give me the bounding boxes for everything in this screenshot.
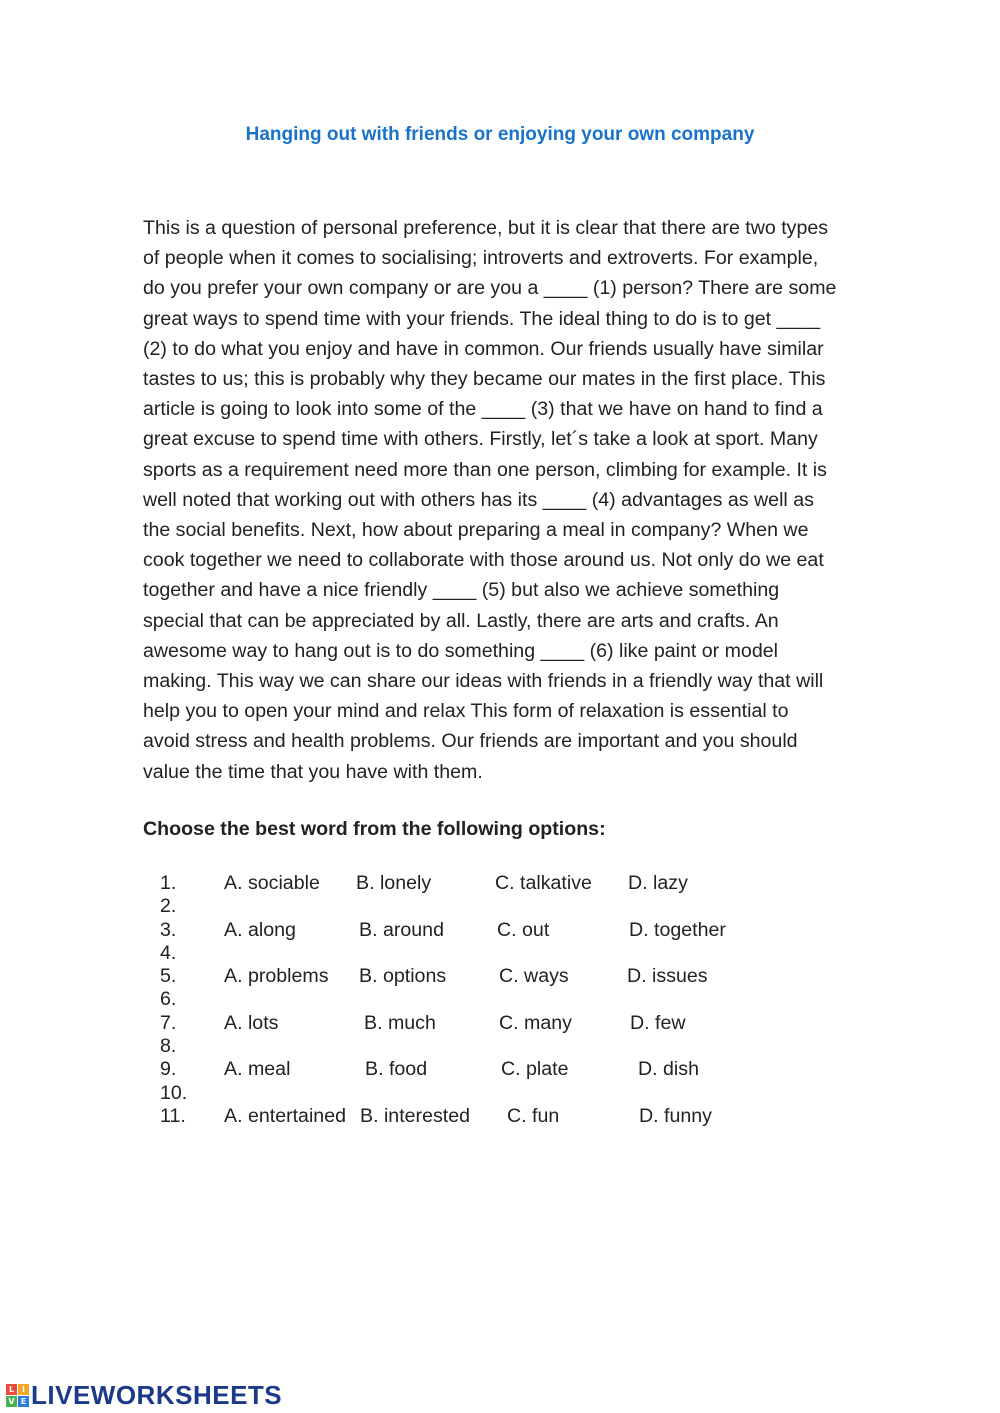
option-number: 5. xyxy=(160,965,177,988)
passage-line: avoid stress and health problems. Our friends are important and you should xyxy=(143,730,798,753)
option-c[interactable]: C. fun xyxy=(507,1104,560,1127)
passage-line: well noted that working out with others has its ____ (4) advantages as well as xyxy=(143,488,814,511)
option-a[interactable]: A. meal xyxy=(224,1058,291,1081)
option-number: 7. xyxy=(160,1011,177,1034)
option-row xyxy=(160,1035,800,1058)
option-row xyxy=(160,919,800,942)
passage-line: do you prefer your own company or are you a ____ (1) person? There are some xyxy=(143,277,837,300)
passage-line: the social benefits. Next, how about preparing a meal in company? When we xyxy=(143,519,809,542)
logo-tile: V xyxy=(6,1396,17,1407)
option-b[interactable]: B. options xyxy=(359,965,447,988)
option-row xyxy=(160,965,800,988)
option-d[interactable]: D. together xyxy=(629,918,726,941)
option-b[interactable]: B. food xyxy=(365,1058,428,1081)
option-b[interactable]: B. lonely xyxy=(356,872,432,894)
option-row xyxy=(160,1105,800,1128)
option-a[interactable]: A. sociable xyxy=(224,872,320,894)
option-c[interactable]: C. many xyxy=(499,1011,572,1034)
option-b[interactable]: B. interested xyxy=(360,1104,471,1127)
option-b[interactable]: B. around xyxy=(359,918,444,941)
logo-tile: E xyxy=(18,1396,29,1407)
option-number: 8. xyxy=(160,1035,177,1058)
option-a[interactable]: A. lots xyxy=(224,1011,279,1034)
logo-tile: L xyxy=(6,1384,17,1395)
option-number: 10. xyxy=(160,1081,188,1104)
options-instruction: Choose the best word from the following options: xyxy=(143,818,606,840)
option-d[interactable]: D. issues xyxy=(627,965,708,988)
option-d[interactable]: D. few xyxy=(630,1011,686,1034)
option-row xyxy=(160,1012,800,1035)
option-a[interactable]: A. entertained xyxy=(224,1104,347,1127)
options-list xyxy=(160,872,800,1128)
passage-line: great ways to spend time with your friends. The ideal thing to do is to get ____ xyxy=(143,307,821,330)
passage-line: (2) to do what you enjoy and have in common. Our friends usually have similar xyxy=(143,337,824,360)
passage-line: awesome way to hang out is to do something ____ (6) like paint or model xyxy=(143,639,778,662)
option-row xyxy=(160,942,800,965)
passage-line: This is a question of personal preference, but it is clear that there are two types xyxy=(143,217,829,239)
option-c[interactable]: C. ways xyxy=(499,965,569,988)
option-a[interactable]: A. along xyxy=(224,918,296,941)
passage-line: help you to open your mind and relax This form of relaxation is essential to xyxy=(143,700,789,723)
logo-icon xyxy=(6,1384,29,1407)
option-c[interactable]: C. talkative xyxy=(495,872,592,894)
liveworksheets-logo[interactable] xyxy=(6,1381,282,1409)
option-b[interactable]: B. much xyxy=(364,1011,436,1034)
reading-passage xyxy=(143,213,863,787)
option-row xyxy=(160,895,800,918)
option-d[interactable]: D. funny xyxy=(639,1104,712,1127)
option-number: 1. xyxy=(160,872,177,894)
option-c[interactable]: C. plate xyxy=(501,1058,569,1081)
option-number: 4. xyxy=(160,941,177,964)
passage-line: value the time that you have with them. xyxy=(143,760,483,783)
option-number: 6. xyxy=(160,988,177,1011)
option-row xyxy=(160,988,800,1011)
option-number: 3. xyxy=(160,918,177,941)
option-d[interactable]: D. lazy xyxy=(628,872,688,894)
option-row xyxy=(160,872,800,895)
passage-line: special that can be appreciated by all. Lastly, there are arts and crafts. An xyxy=(143,609,779,632)
passage-line: tastes to us; this is probably why they became our mates in the first place. This xyxy=(143,368,826,391)
passage-line: making. This way we can share our ideas with friends in a friendly way that will xyxy=(143,670,824,693)
passage-line: sports as a requirement need more than one person, climbing for example. It is xyxy=(143,458,827,481)
passage-line: of people when it comes to socialising; introverts and extroverts. For example, xyxy=(143,247,819,270)
passage-line: great excuse to spend time with others. Firstly, let´s take a look at sport. Many xyxy=(143,428,818,451)
passage-line: cook together we need to collaborate with those around us. Not only do we eat xyxy=(143,549,824,572)
option-d[interactable]: D. dish xyxy=(638,1058,699,1081)
worksheet-title: Hanging out with friends or enjoying your own company xyxy=(245,124,755,145)
option-row xyxy=(160,1058,800,1081)
logo-text: LIVEWORKSHEETS xyxy=(31,1379,283,1410)
logo-tile: I xyxy=(18,1384,29,1395)
option-row xyxy=(160,1082,800,1105)
option-c[interactable]: C. out xyxy=(497,918,550,941)
option-a[interactable]: A. problems xyxy=(224,965,329,988)
passage-line: together and have a nice friendly ____ (5) but also we achieve something xyxy=(143,579,780,602)
passage-line: article is going to look into some of the ____ (3) that we have on hand to find a xyxy=(143,398,823,421)
option-number: 2. xyxy=(160,895,177,918)
option-number: 11. xyxy=(160,1104,186,1127)
option-number: 9. xyxy=(160,1058,177,1081)
